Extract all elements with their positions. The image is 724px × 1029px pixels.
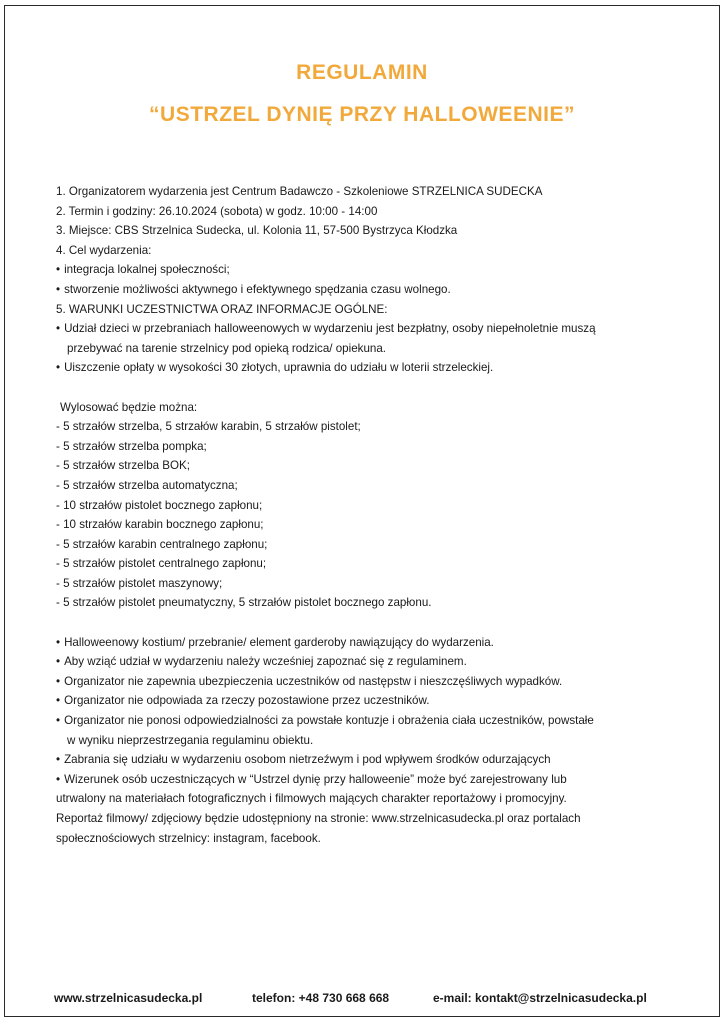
document-subtitle: “USTRZEL DYNIĘ PRZY HALLOWEENIE” xyxy=(149,103,575,126)
conditions-heading: 5. WARUNKI UCZESTNICTWA ORAZ INFORMACJE OGÓLNE: xyxy=(56,302,388,316)
condition-item: • Uiszczenie opłaty w wysokości 30 złotych, uprawnia do udziału w loterii strzeleckiej. xyxy=(56,358,676,378)
goal-item: • integracja lokalnej społeczności; xyxy=(56,260,676,280)
rule-belongings: • Organizator nie odpowiada za rzeczy pozostawione przez uczestników. xyxy=(56,691,676,711)
prizes-heading: Wylosować będzie można: xyxy=(60,400,198,414)
rule-image-cont: utrwalony na materiałach fotograficznych i filmowych mających charakter reportażowy i promocyjny. xyxy=(56,792,567,806)
rule-liability-cont: w wyniku nieprzestrzegania regulaminu obiektu. xyxy=(67,733,314,747)
rule-sobriety: • Zabrania się udziału w wydarzeniu osobom nietrzeźwym i pod wpływem środków odurzających xyxy=(56,750,676,770)
prize-item: - 10 strzałów karabin bocznego zapłonu; xyxy=(56,518,264,532)
prize-item: - 5 strzałów pistolet pneumatyczny, 5 strzałów pistolet bocznego zapłonu. xyxy=(56,596,432,610)
intro-place: 3. Miejsce: CBS Strzelnica Sudecka, ul. Kolonia 11, 57-500 Bystrzyca Kłodzka xyxy=(56,224,458,238)
intro-organizer: 1. Organizatorem wydarzenia jest Centrum Badawczo - Szkoleniowe STRZELNICA SUDECKA xyxy=(56,185,543,198)
rule-costume: • Halloweenowy kostium/ przebranie/ element garderoby nawiązujący do wydarzenia. xyxy=(56,633,676,653)
prize-item: - 5 strzałów strzelba pompka; xyxy=(56,439,207,453)
regulations-body xyxy=(56,182,676,848)
rule-insurance: • Organizator nie zapewnia ubezpieczenia uczestników od następstw i nieszczęśliwych wypadków. xyxy=(56,672,676,692)
footer-email[interactable]: e-mail: kontakt@strzelnicasudecka.pl xyxy=(433,991,647,1005)
prize-item: - 5 strzałów karabin centralnego zapłonu; xyxy=(56,537,268,551)
footer-phone: telefon: +48 730 668 668 xyxy=(252,991,390,1005)
goal-item: • stworzenie możliwości aktywnego i efektywnego spędzania czasu wolnego. xyxy=(56,280,676,300)
prize-item: - 10 strzałów pistolet bocznego zapłonu; xyxy=(56,498,263,512)
rule-read-regulations: • Aby wziąć udział w wydarzeniu należy wcześniej zapoznać się z regulaminem. xyxy=(56,652,676,672)
rule-image: • Wizerunek osób uczestniczących w “Ustrzel dynię przy halloweenie” może być zarejestrowany lub xyxy=(56,770,676,790)
rule-image-cont: społecznościowych strzelnicy: instagram, facebook. xyxy=(56,831,321,845)
document-page xyxy=(4,5,720,1017)
intro-date: 2. Termin i godziny: 26.10.2024 (sobota) w godz. 10:00 - 14:00 xyxy=(56,204,378,218)
prize-item: - 5 strzałów strzelba BOK; xyxy=(56,459,191,473)
footer xyxy=(54,991,647,1005)
intro-goal-heading: 4. Cel wydarzenia: xyxy=(56,243,152,257)
condition-item-cont: przebywać na tarenie strzelnicy pod opieką rodzica/ opiekuna. xyxy=(67,341,387,355)
prize-item: - 5 strzałów pistolet maszynowy; xyxy=(56,576,223,590)
footer-website[interactable]: www.strzelnicasudecka.pl xyxy=(54,991,203,1005)
prize-item: - 5 strzałów strzelba automatyczna; xyxy=(56,478,238,492)
rule-image-cont: Reportaż filmowy/ zdjęciowy będzie udostępniony na stronie: www.strzelnicasudecka.pl oraz portalach xyxy=(56,812,581,825)
prize-item: - 5 strzałów strzelba, 5 strzałów karabin, 5 strzałów pistolet; xyxy=(56,420,361,434)
prize-item: - 5 strzałów pistolet centralnego zapłonu; xyxy=(56,557,267,571)
condition-item: • Udział dzieci w przebraniach halloweenowych w wydarzeniu jest bezpłatny, osoby niepełnoletnie muszą xyxy=(56,319,676,339)
document-title: REGULAMIN xyxy=(296,61,428,84)
rule-liability: • Organizator nie ponosi odpowiedzialności za powstałe kontuzje i obrażenia ciała uczestników, powstałe xyxy=(56,711,676,731)
